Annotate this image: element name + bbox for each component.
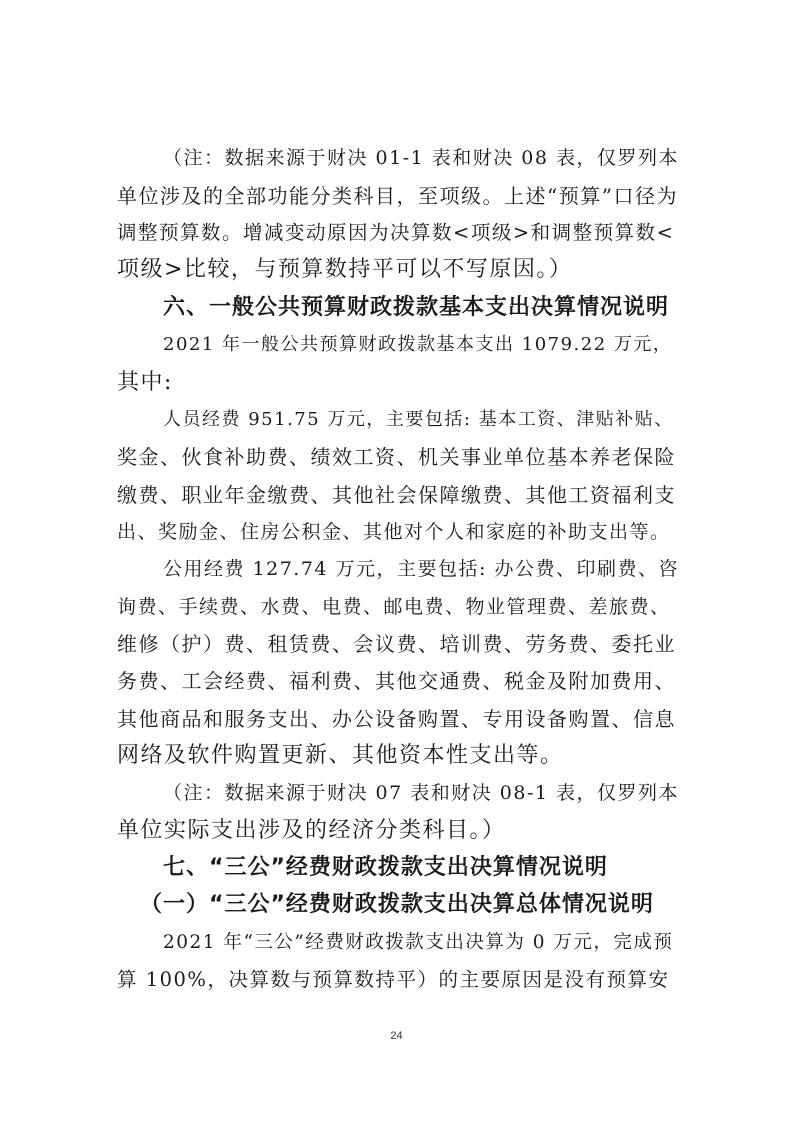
note1-line-4: 项级>比较，与预算数持平可以不写原因。） <box>117 257 573 282</box>
note1-line-1: （注：数据来源于财决 01-1 表和财决 08 表，仅罗列本 <box>163 147 680 169</box>
note1-line-3: 调整预算数。增减变动原因为决算数<项级>和调整预算数< <box>117 221 675 244</box>
section6-para3-line-3: 维修（护）费、租赁费、会议费、培训费、劳务费、委托业 <box>117 632 676 656</box>
section6-para3-line-6: 网络及软件购置更新、其他资本性支出等。 <box>117 743 564 768</box>
section7-sub1-line-1: 2021 年“三公”经费财政拨款支出决算为 0 万元，完成预 <box>163 932 674 953</box>
section7-sub1-heading: （一）“三公”经费财政拨款支出决算总体情况说明 <box>140 892 654 917</box>
page-number: 24 <box>390 1030 403 1042</box>
section6-para1-line-2: 其中: <box>117 370 173 395</box>
section6-para3-line-4: 务费、工会经费、福利费、其他交通费、税金及附加费用、 <box>117 669 676 693</box>
section6-para3-line-5: 其他商品和服务支出、办公设备购置、专用设备购置、信息 <box>117 707 676 731</box>
section6-para2-line-3: 缴费、职业年金缴费、其他社会保障缴费、其他工资福利支 <box>117 483 676 507</box>
section6-note-line-2: 单位实际支出涉及的经济分类科目。） <box>117 818 506 843</box>
section6-para2-line-1: 人员经费 951.75 万元，主要包括: 基本工资、津贴补贴、 <box>163 409 674 430</box>
section6-para3-line-2: 询费、手续费、水费、电费、邮电费、物业管理费、差旅费、 <box>117 596 671 618</box>
section6-note-line-1: （注：数据来源于财决 07 表和财决 08-1 表，仅罗列本 <box>163 782 680 804</box>
section6-para1-line-1: 2021 年一般公共预算财政拨款基本支出 1079.22 万元， <box>163 334 673 355</box>
section7-sub1-line-2: 算 100%，决算数与预算数持平）的主要原因是没有预算安 <box>117 968 670 991</box>
section7-heading: 七、“三公”经费财政拨款支出决算情况说明 <box>163 855 608 880</box>
section6-para3-line-1: 公用经费 127.74 万元，主要包括: 办公费、印刷费、咨 <box>163 558 680 580</box>
section6-heading: 六、一般公共预算财政拨款基本支出决算情况说明 <box>163 295 670 320</box>
section6-para2-line-4: 出、奖励金、住房公积金、其他对个人和家庭的补助支出等。 <box>117 521 671 543</box>
section6-para2-line-2: 奖金、伙食补助费、绩效工资、机关事业单位基本养老保险 <box>117 445 676 469</box>
note1-line-2: 单位涉及的全部功能分类科目，至项级。上述“预算”口径为 <box>117 184 678 208</box>
